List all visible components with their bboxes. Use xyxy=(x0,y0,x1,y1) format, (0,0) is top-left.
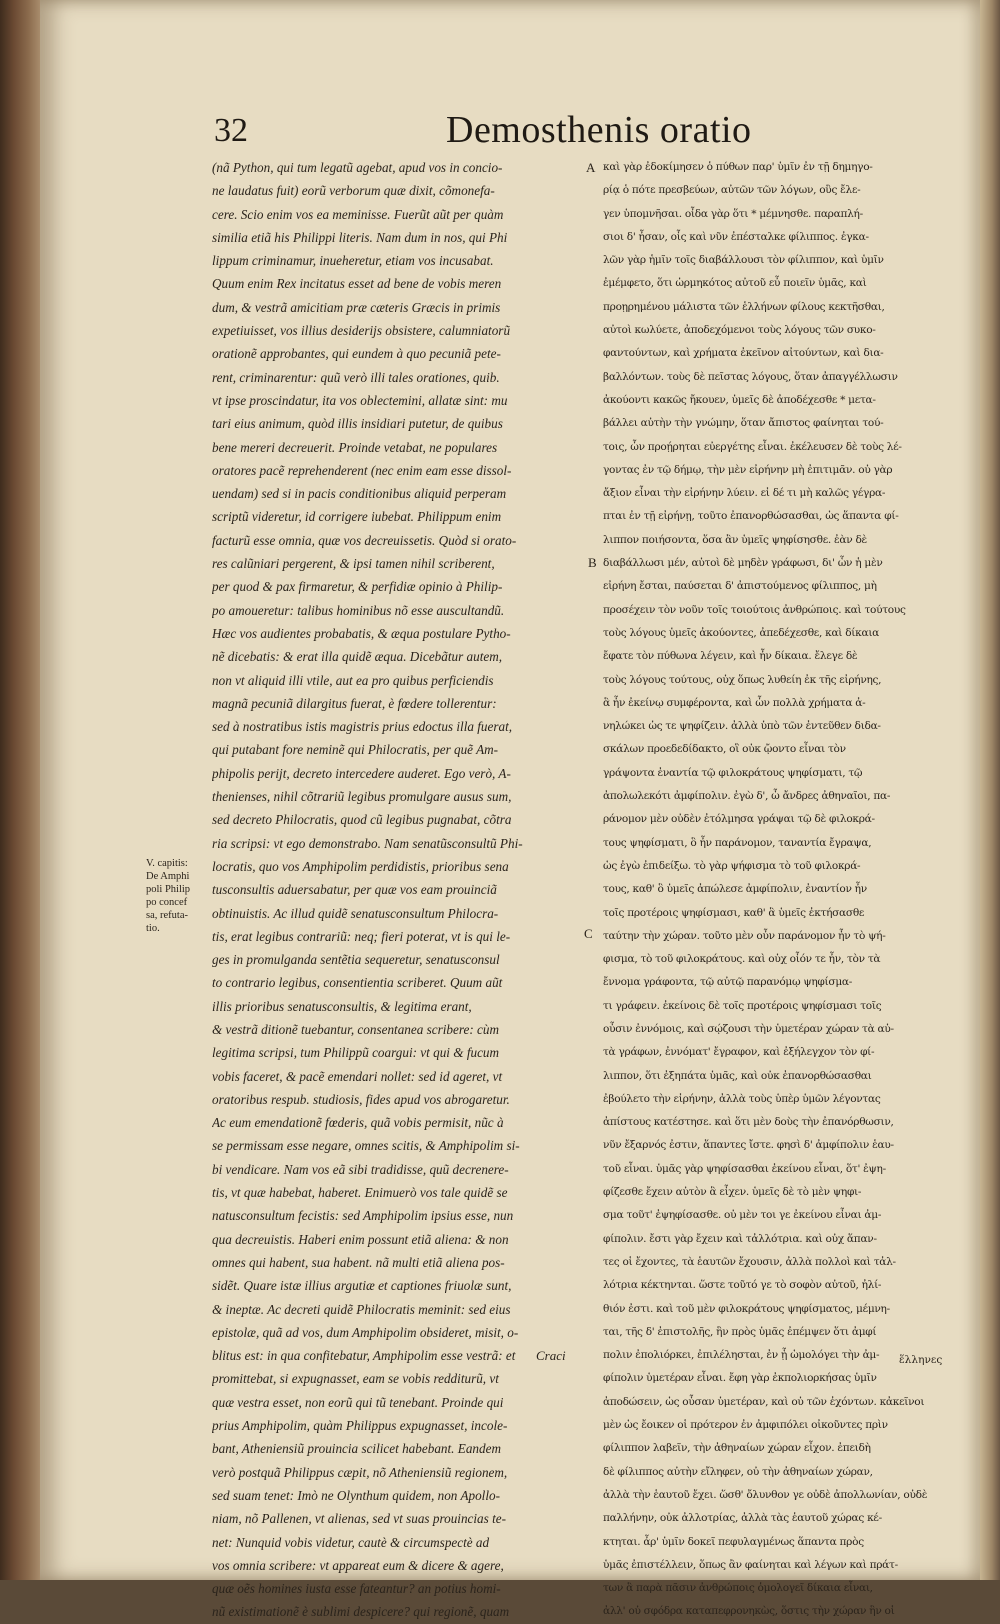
greek-text-line: τοὺς λόγους τούτους, οὐχ ὅπως λυθείη ἐκ τῆς εἰρήνης, xyxy=(603,673,882,686)
latin-text-line: sed decreto Philocratis, quod cũ legibus pugnabat, cõtra xyxy=(212,812,512,828)
latin-text-line: facturũ esse omnia, quæ vos decreuissetis. Quòd si orato- xyxy=(212,532,517,548)
greek-text-line: γοντας ἐν τῷ δήμῳ, τὴν μὲν εἰρήνην μὴ ἐπιτιμᾶν. οὐ γὰρ xyxy=(603,463,893,476)
latin-text-line: sed à nostratibus istis magistris prius edoctus illa fuerat, xyxy=(212,719,513,735)
margin-note-line: sa, refuta- xyxy=(146,910,188,921)
latin-text-line: bene mereri decreuerit. Proinde vetabat, ne populares xyxy=(212,439,498,455)
greek-text-line: ἀπολωλεκότι ἀμφίπολιν. ἐγὼ δ', ὦ ἄνδρες ἀθηναῖοι, πα- xyxy=(603,790,891,803)
greek-text-line: λιππον, ὅτι ἐξηπάτα ὑμᾶς, καὶ οὐκ ἐπανορθώσασθαι xyxy=(603,1069,872,1082)
latin-text-line: tari eius animum, quòd illis insidiari putetur, de quibus xyxy=(212,416,503,432)
greek-text-line: προῃρημένου μάλιστα τῶν ἑλλήνων φίλους κεκτῆσθαι, xyxy=(603,300,885,313)
latin-text-line: locratis, quo vos Amphipolim perdidistis, prioribus sena xyxy=(212,858,509,874)
latin-text-line: scriptũ videretur, id corrigere iubebat. Philippum enim xyxy=(212,509,502,525)
page-edge-right xyxy=(980,0,1000,1580)
greek-text-line: ἐμέμφετο, ὅτι ὡρμηκότος αὐτοῦ εὖ ποιεῖν ὑμᾶς, καὶ xyxy=(603,277,867,290)
greek-text-line: τοὺς λόγους ὑμεῖς ἀκούοντες, ἀπεδέχεσθε, καὶ δίκαια xyxy=(603,626,880,639)
latin-text-line: cere. Scio enim vos ea meminisse. Fuerũt aũt per quàm xyxy=(212,206,504,222)
greek-text-line: γράψοντα ἐναντία τῷ φιλοκράτους ψηφίσματι, τῷ xyxy=(603,766,863,779)
greek-text-line: φίλιππον λαβεῖν, τὴν ἀθηναίων χώραν εἶχον. ἐπειδὴ xyxy=(603,1442,871,1455)
greek-text-line: σιοι δ' ἦσαν, οἷς καὶ νῦν ἐπέσταλκε φίλιππος. ἐγκα- xyxy=(603,230,869,243)
greek-text-line: ἀλλὰ τὴν ἑαυτοῦ ἔχει. ὥσθ' ὄλυνθον γε οὐδὲ ἀπολλωνίαν, οὐδὲ xyxy=(603,1488,928,1501)
latin-text-line: & ineptæ. Ac decreti quidẽ Philocratis meminit: sed eius xyxy=(212,1301,511,1317)
latin-text-line: res calũniari pergerent, & ipsi tamen nihil scriberent, xyxy=(212,556,495,572)
greek-text-column xyxy=(603,156,943,1624)
greek-text-line: τι γράφειν. ἐκείνοις δὲ τοῖς προτέροις ψηφίσμασι τοῖς xyxy=(603,999,882,1012)
latin-text-line: qua decreuistis. Haberi enim possunt etiã aliena: & non xyxy=(212,1231,509,1247)
margin-note-line: po concef xyxy=(146,897,188,908)
latin-text-line: obtinuistis. Ac illud quidẽ senatusconsultum Philocra- xyxy=(212,905,499,921)
margin-note-line: tio. xyxy=(146,923,160,934)
latin-text-line: blitus est: in qua confitebatur, Amphipolim esse vestrã: et xyxy=(212,1348,516,1364)
latin-text-line: Ac eum emendationẽ fœderis, quã vobis permisit, nũc à xyxy=(212,1115,504,1131)
latin-text-line: quæ oẽs homines iusta esse fateantur? an potius homi- xyxy=(212,1581,501,1597)
greek-text-line: τους, καθ' ὃ ὑμεῖς ἀπώλεσε ἀμφίπολιν, ἐναντίον ἦν xyxy=(603,883,867,896)
greek-text-line: τὰ γράφων, ἐννόματ' ἔγραφον, καὶ ἐξήλεγχον τὸν φί- xyxy=(603,1046,875,1059)
latin-text-column xyxy=(212,156,578,1624)
greek-text-line: ὑμᾶς ἐπιστέλλειν, ὅπως ἂν φαίνηται καὶ λέγων καὶ πράτ- xyxy=(603,1558,898,1571)
latin-text-line: legitima scripsi, tum Philippũ coargui: vt qui & fucum xyxy=(212,1045,500,1061)
latin-text-line: (nã Python, qui tum legatũ agebat, apud vos in concio- xyxy=(212,160,503,175)
latin-text-line: vos omnia scribere: vt appareat eum & dicere & agere, xyxy=(212,1557,504,1573)
latin-text-line: sidẽt. Quare istæ illius argutiæ et captiones friuolæ sunt, xyxy=(212,1278,512,1294)
latin-text-line: & vestrã ditionẽ tuebantur, consentanea scribere: cùm xyxy=(212,1021,500,1037)
latin-text-line: epistolæ, quã ad vos, dum Amphipolim obsideret, misit, o- xyxy=(212,1324,519,1340)
greek-text-line: παλλήνην, οὐκ ἀλλοτρίας, ἀλλὰ τὰς ἑαυτοῦ χώρας κέ- xyxy=(603,1512,882,1525)
greek-text-line: ρίᾳ ὁ πότε πρεσβεύων, αὐτῶν τῶν λόγων, οὓς ἔλε- xyxy=(603,184,861,197)
greek-final-word: ἕλληνες xyxy=(899,1354,943,1366)
greek-text-line: φίπολιν ὑμετέραν εἶναι. ἔφη γὰρ ἐκπολιορκήσας ὑμῖν xyxy=(603,1372,877,1385)
greek-text-line: τες οἱ ἔχοντες, τὰ ἑαυτῶν ἔχουσιν, ἀλλὰ πολλοὶ καὶ τἀλ- xyxy=(603,1255,896,1268)
greek-text-line: τους ψηφίσματι, ὃ ἦν παράνομον, ταναντία ἔγραψα, xyxy=(603,836,872,849)
greek-text-line: δὲ φίλιππος αὐτὴν εἴληφεν, οὐ τὴν ἀθηναίων χώραν, xyxy=(603,1465,873,1478)
greek-text-line: φίπολιν. ἔστι γὰρ ἔχειν καὶ τἀλλότρια. καὶ οὐχ ἅπαν- xyxy=(603,1232,877,1245)
latin-text-line: non vt aliquid illi vtile, aut ea pro quibus perficiendis xyxy=(212,672,494,688)
latin-text-line: oratoribus respub. studiosis, fides apud vos abrogaretur. xyxy=(212,1091,510,1107)
greek-text-line: διαβάλλωσι μέν, αὐτοὶ δὲ μηδὲν γράφωσι, δι' ὧν ἡ μὲν xyxy=(603,557,883,570)
latin-text-line: natusconsultum fecistis: sed Amphipolim ipsius esse, nun xyxy=(212,1208,514,1224)
latin-text-line: magnã pecuniã dilargitus fuerat, è fœdere tollerentur: xyxy=(212,695,497,711)
greek-text-line: κτηται. ἆρ' ὑμῖν δοκεῖ πεφυλαγμένως ἅπαντα πρὸς xyxy=(603,1535,864,1548)
greek-text-line: ράνομον μὲν οὐδὲν ἐτόλμησα γράψαι τῷ δὲ φιλοκρά- xyxy=(603,813,875,826)
latin-text-line: thenienses, nihil cõtrariũ legibus promulgare ausus sum, xyxy=(212,789,512,805)
margin-note-line: De Amphi xyxy=(146,871,190,882)
catchword: Craci xyxy=(536,1348,566,1363)
latin-text-line: net: Nunquid vobis videtur, cautè & circumspectè ad xyxy=(212,1534,490,1550)
latin-text-line: uendam) sed si in pacis conditionibus aliquid perperam xyxy=(212,486,507,502)
greek-text-line: θιόν ἐστι. καὶ τοῦ μὲν φιλοκράτους ψηφίσματος, μέμνη- xyxy=(603,1302,890,1315)
greek-text-line: σκάλων προεδεδίδακτο, οἳ οὐκ ᾤοντο εἶναι τὸν xyxy=(603,743,846,756)
greek-text-line: φισμα, τὸ τοῦ φιλοκράτους. καὶ οὐχ οἷόν τε ἦν, τὸν τὰ xyxy=(603,953,881,966)
latin-text-line: quæ vestra esset, non eorũ qui tũ tenebant. Proinde qui xyxy=(212,1394,504,1410)
section-marker-a: A xyxy=(586,160,596,175)
greek-text-line: τοῖς προτέροις ψηφίσμασι, καθ' ἃ ὑμεῖς ἐκτήσασθε xyxy=(603,906,865,919)
greek-text-line: πται ἐν τῇ εἰρήνῃ, τοῦτο ἐπανορθώσασθαι, ὡς ἅπαντα φί- xyxy=(603,510,899,523)
latin-text-line: expetiuisset, vos illius desiderijs obsistere, calumniatorũ xyxy=(212,323,511,339)
latin-text-line: vobis faceret, & pacẽ emendari nollet: sed id ageret, vt xyxy=(212,1068,503,1084)
margin-note-line: poli Philip xyxy=(146,884,191,895)
greek-text-line: λῶν γὰρ ἡμῖν τοῖς διαβάλλουσι τὸν φίλιππον, καὶ ὑμῖν xyxy=(603,254,884,267)
greek-text-line: προσέχειν τὸν νοῦν τοῖς τοιούτοις ἀνθρώποις. καὶ τούτους xyxy=(603,603,906,616)
greek-text-line: λιππον ποιήσοντα, ὅσα ἂν ὑμεῖς ψηφίσησθε. ἐὰν δὲ xyxy=(603,533,867,546)
latin-text-line: orationẽ approbantes, qui eundem à quo pecuniã pete- xyxy=(212,346,501,362)
greek-text-line: σμα τοῦτ' ἐψηφίσασθε. οὐ μὲν τοι γε ἐκείνου εἶναι ἀμ- xyxy=(603,1209,882,1222)
section-marker-c: C xyxy=(584,926,593,941)
greek-text-line: φαντούντων, καὶ χρήματα ἐκεῖνον αἰτούντων, καὶ δια- xyxy=(603,347,884,360)
greek-text-line: λότρια κέκτηνται. ὥστε τοῦτό γε τὸ σοφὸν αὐτοῦ, ἠλί- xyxy=(603,1279,882,1292)
latin-text-line: tusconsultis aduersabatur, per quæ vos eam prouinciã xyxy=(212,882,497,898)
latin-text-line: sed suam tenet: Imò ne Olynthum quidem, non Apollo- xyxy=(212,1487,500,1503)
greek-text-line: ἀλλ' οὐ σφόδρα καταπεφρονηκὼς, ὅστις τὴν χώραν ἣν οἱ xyxy=(603,1605,895,1618)
latin-text-line: to contrario legibus, consentientia scriberet. Quum aũt xyxy=(212,975,503,991)
greek-text-line: ἀπίστους κατέστησε. καὶ ὅτι μὲν δοὺς τὴν ἐπανόρθωσιν, xyxy=(603,1116,894,1129)
greek-text-line: βάλλει αὐτὴν τὴν γνώμην, ὅταν ἄπιστος φαίνηται τού- xyxy=(603,417,884,430)
latin-text-line: nẽ dicebatis: & erat illa quidẽ æqua. Dicebãtur autem, xyxy=(212,649,503,665)
latin-text-line: Quum enim Rex incitatus esset ad bene de vobis meren xyxy=(212,276,502,292)
latin-text-line: ne laudatus fuit) eorũ verborum quæ dixit, cõmonefa- xyxy=(212,183,495,199)
latin-text-line: vt ipse proscindatur, ita vos oblectemini, allatæ sint: mu xyxy=(212,392,508,408)
latin-text-line: verò postquã Philippus cæpit, nõ Atheniensiũ regionem, xyxy=(212,1464,508,1480)
greek-text-line: γεν ὑπομνῆσαι. οἶδα γὰρ ὅτι * μέμνησθε. παραπλή- xyxy=(603,207,863,220)
greek-text-line: ταύτην τὴν χώραν. τοῦτο μὲν οὖν παράνομον ἦν τὸ ψή- xyxy=(603,929,886,942)
greek-text-line: οὖσιν ἐννόμοις, καὶ σῴζουσι τὴν ὑμετέραν χώραν τὰ αὐ- xyxy=(603,1022,894,1035)
latin-text-line: oratores pacẽ reprehenderent (nec enim eam esse dissol- xyxy=(212,462,512,478)
latin-text-line: illis prioribus senatusconsultis, & legitima erant, xyxy=(212,998,472,1014)
latin-text-line: rent, criminarentur: quũ verò illi tales orationes, quib. xyxy=(212,369,500,385)
running-head-title: Demosthenis oratio xyxy=(446,109,752,151)
greek-text-line: νηλώκει ὡς τε ψηφίζειν. ἀλλὰ ὑπὸ τῶν ἐντεῦθεν διδα- xyxy=(603,720,881,733)
greek-text-line: ἄξιον εἶναι τὴν εἰρήνην λύειν. εἰ δέ τι μὴ καλῶς γέγρα- xyxy=(603,487,886,500)
margin-note-line: V. capitis: xyxy=(146,858,188,869)
greek-text-line: ἀποδώσειν, ὡς οὖσαν ὑμετέραν, καὶ οὐ τῶν ἐχόντων. κἀκεῖνοι xyxy=(603,1395,925,1408)
latin-text-line: Hæc vos audientes probabatis, & æqua postulare Pytho- xyxy=(212,625,511,641)
latin-text-line: tis, vt quæ habebat, haberet. Enimuerò vos tale quidẽ se xyxy=(212,1185,508,1201)
latin-text-line: po amoueretur: talibus hominibus nõ esse auscultandũ. xyxy=(212,602,505,618)
latin-text-line: se permissam esse negare, omnes scitis, & Amphipolim si- xyxy=(212,1138,520,1154)
latin-text-line: lippum criminamur, inueheretur, etiam vos incusabat. xyxy=(212,253,494,269)
latin-text-line: nũ existimationẽ è sublimi despicere? qui regionẽ, quam xyxy=(212,1604,510,1620)
greek-text-line: μὲν ὡς ἔοικεν οἱ πρότερον ἐν ἀμφιπόλει οἰκοῦντες πρὶν xyxy=(603,1419,888,1432)
greek-text-line: ἀκούοντι κακῶς ἤκουεν, ὑμεῖς δὲ ἀποδέχεσθε * μετα- xyxy=(603,393,876,406)
latin-text-line: bant, Atheniensiũ prouincia scilicet habebant. Eandem xyxy=(212,1441,501,1457)
greek-text-line: τοῦ εἶναι. ὑμᾶς γὰρ ψηφίσασθαι ἐκείνου εἶναι, ὅτ' ἐψη- xyxy=(603,1162,886,1175)
greek-text-line: τοις, ὧν προῄρηται εὐεργέτης εἶναι. ἐκέλευσεν δὲ τοὺς λέ- xyxy=(603,440,902,453)
greek-text-line: φίζεσθε ἔχειν αὐτὸν ἃ εἶχεν. ὑμεῖς δὲ τὸ μὲν ψηφι- xyxy=(603,1186,862,1199)
latin-text-line: bi vendicare. Nam vos eã sibi tradidisse, quũ decrenere- xyxy=(212,1161,509,1177)
latin-text-line: dum, & vestrã amicitiam præ cæteris Græcis in primis xyxy=(212,299,501,315)
greek-text-line: νῦν ἔξαρνός ἐστιν, ἅπαντες ἴστε. φησὶ δ' ἀμφίπολιν ἑαυ- xyxy=(603,1139,894,1152)
greek-text-line: ται, τῆς δ' ἐπιστολῆς, ἣν πρὸς ὑμᾶς ἐπέμψεν ὅτι ἀμφί xyxy=(603,1325,877,1338)
greek-text-line: πολιν ἐπολιόρκει, ἐπιλέλησται, ἐν ᾗ ὡμολόγει τὴν ἀμ- xyxy=(603,1349,880,1362)
greek-text-line: καὶ γὰρ ἐδοκίμησεν ὁ πύθων παρ' ὑμῖν ἐν τῇ δημηγο- xyxy=(603,161,873,173)
latin-text-line: qui putabant fore neminẽ qui Philocratis, per quẽ Am- xyxy=(212,742,499,758)
margin-note xyxy=(146,857,210,935)
greek-text-line: εἰρήνη ἔσται, παύσεται δ' ἀπιστούμενος φίλιππος, μὴ xyxy=(603,580,877,593)
greek-text-line: βαλλόντων. τοὺς δὲ πεῖστας λόγους, ὅταν ἀπαγγέλλωσιν xyxy=(603,370,898,383)
greek-text-line: ἐβούλετο τὴν εἰρήνην, ἀλλὰ τοὺς ὑπὲρ ὑμῶν λέγοντας xyxy=(603,1092,881,1105)
latin-text-line: tis, erat legibus contrariũ: neq; fieri poterat, vt is qui le- xyxy=(212,928,511,944)
book-binding-edge xyxy=(0,0,40,1580)
greek-text-line: ἔννομα γράφοντα, τῷ αὐτῷ παρανόμῳ ψηφίσμα- xyxy=(603,976,853,989)
latin-text-line: ria scripsi: vt ego demonstrabo. Nam senatũsconsultũ Phi- xyxy=(212,835,523,851)
latin-text-line: niam, nõ Pallenen, vt alienas, sed vt suas prouincias te- xyxy=(212,1511,506,1527)
latin-text-line: prius Amphipolim, quàm Philippus expugnasset, incole- xyxy=(212,1418,508,1434)
greek-text-line: ἃ ἦν ἐκείνῳ συμφέροντα, καὶ ὧν πολλὰ χρήματα ἀ- xyxy=(603,696,866,709)
latin-text-line: ges in promulganda sentẽtia sequeretur, senatusconsul xyxy=(212,952,500,968)
latin-text-line: similia etiã his Philippi literis. Nam dum in nos, qui Phi xyxy=(212,229,508,245)
page-number: 32 xyxy=(214,112,248,149)
latin-text-line: per quod & pax firmaretur, & perfidiæ opinio à Philip- xyxy=(212,579,503,595)
greek-text-line: αὐτοὶ κωλύετε, ἀποδεχόμενοι τοὺς λόγους τῶν συκο- xyxy=(603,324,876,337)
greek-text-line: ὡς ἐγὼ ἐπιδείξω. τὸ γὰρ ψήφισμα τὸ τοῦ φιλοκρά- xyxy=(603,859,861,872)
latin-text-line: promittebat, si expugnasset, eam se vobis redditurũ, vt xyxy=(212,1371,499,1387)
latin-text-line: phipolis perijt, decreto intercedere auderet. Ego verò, A- xyxy=(212,765,511,781)
section-marker-b: B xyxy=(588,555,597,570)
latin-text-line: omnes qui habent, sua habent. nã multi etiã aliena pos- xyxy=(212,1254,505,1270)
greek-text-line: ἔφατε τὸν πύθωνα λέγειν, καὶ ἦν δίκαια. ἔλεγε δὲ xyxy=(603,650,858,663)
greek-text-line: των ἃ παρὰ πᾶσιν ἀνθρώποις ὁμολογεῖ δίκαια εἶναι, xyxy=(603,1582,873,1595)
